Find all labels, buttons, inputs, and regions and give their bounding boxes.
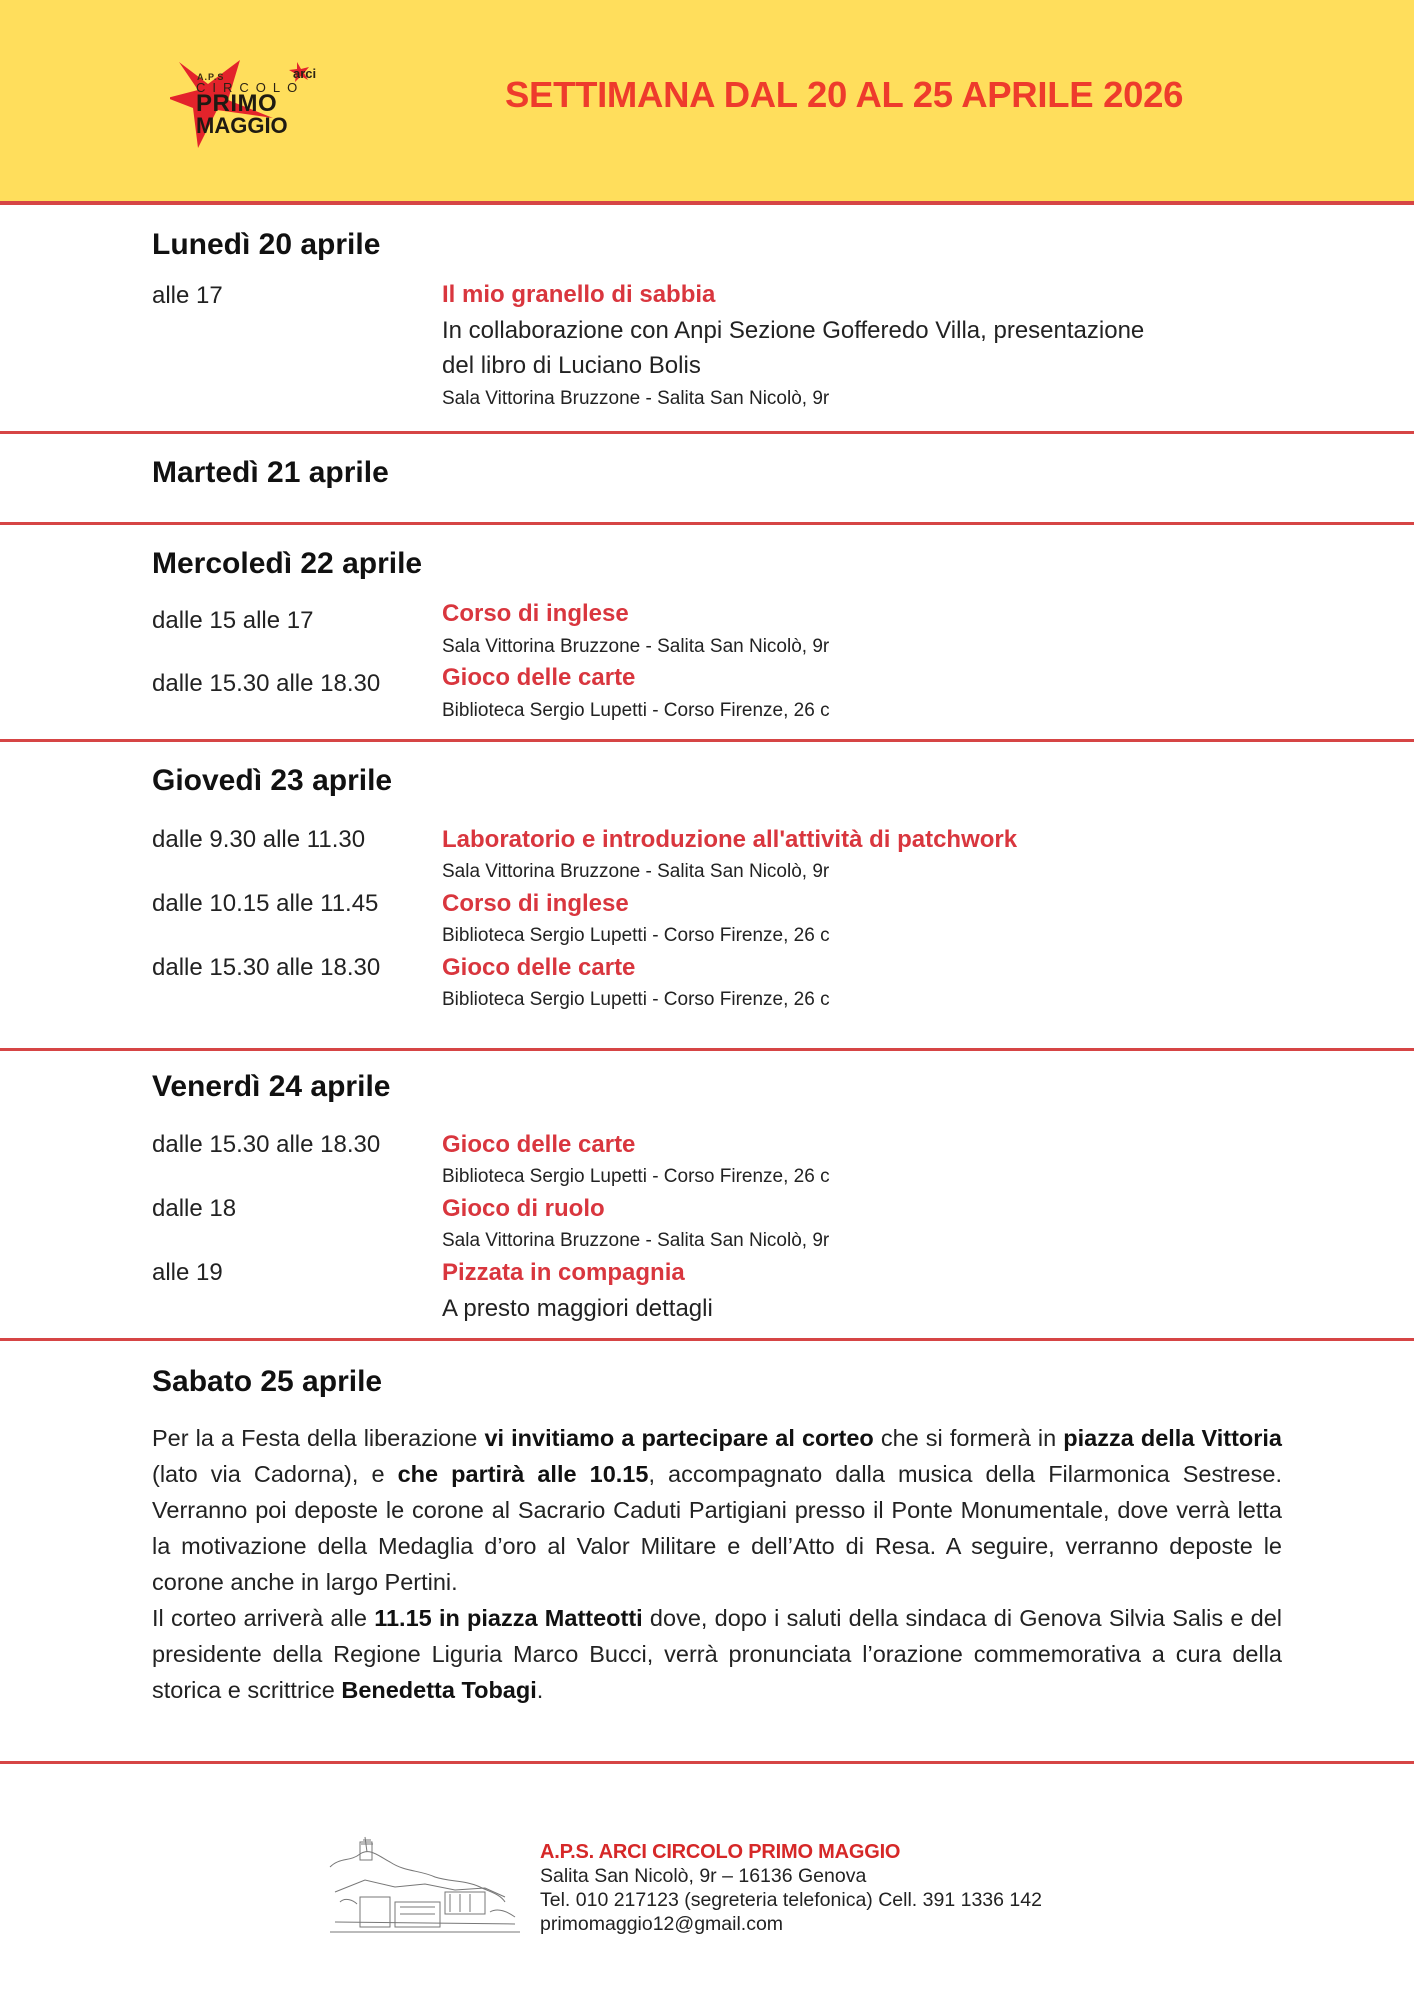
event-time: alle 19: [152, 1259, 223, 1286]
footer-org-name: A.P.S. ARCI CIRCOLO PRIMO MAGGIO: [540, 1841, 901, 1863]
event-time: dalle 15.30 alle 18.30: [152, 670, 381, 697]
bold-text: vi invitiamo a partecipare al corteo: [484, 1425, 874, 1451]
bold-text: piazza della Vittoria: [1063, 1425, 1282, 1451]
event-time: dalle 15.30 alle 18.30: [152, 954, 381, 981]
text: Per la a Festa della liberazione: [152, 1425, 485, 1451]
day-heading: Lunedì 20 aprile: [152, 228, 381, 261]
footer-address: Salita San Nicolò, 9r – 16136 Genova: [540, 1865, 867, 1887]
bold-text: 11.15 in piazza Matteotti: [374, 1605, 643, 1631]
event-venue: Biblioteca Sergio Lupetti - Corso Firenze, 26 c: [442, 700, 830, 721]
section-divider: [0, 1338, 1414, 1341]
event-title: Corso di inglese: [442, 890, 629, 917]
text: (lato via Cadorna), e: [152, 1461, 398, 1487]
event-title: Pizzata in compagnia: [442, 1259, 685, 1286]
event-time: dalle 15.30 alle 18.30: [152, 1131, 381, 1158]
day-heading: Venerdì 24 aprile: [152, 1070, 391, 1103]
paragraph-arrivo: [152, 1600, 1282, 1708]
event-venue: Sala Vittorina Bruzzone - Salita San Nicolò, 9r: [442, 388, 830, 409]
day-heading: Mercoledì 22 aprile: [152, 547, 423, 580]
section-divider: [0, 522, 1414, 525]
footer-phones: Tel. 010 217123 (segreteria telefonica) Cell. 391 1336 142: [540, 1889, 1042, 1911]
section-divider: [0, 431, 1414, 434]
event-title: Gioco di ruolo: [442, 1195, 605, 1222]
text: dove, dopo i saluti della sindaca di Genova Silvia Salis e del presidente della Regione Liguria Marco Bucci, verrà pronunciata l’orazione commemorativa a cura della storica e scrittrice: [152, 1605, 1283, 1703]
event-title: Corso di inglese: [442, 600, 629, 627]
event-title: Gioco delle carte: [442, 954, 636, 981]
event-venue: Sala Vittorina Bruzzone - Salita San Nicolò, 9r: [442, 861, 830, 882]
day-heading: Martedì 21 aprile: [152, 456, 389, 489]
logo-arci-text: arci: [293, 66, 317, 81]
logo-circolo-text: CIRCOLO: [196, 80, 305, 95]
day-heading: Sabato 25 aprile: [152, 1365, 383, 1398]
section-divider: [0, 1048, 1414, 1051]
circolo-primo-maggio-logo: [170, 56, 320, 148]
event-venue: Sala Vittorina Bruzzone - Salita San Nicolò, 9r: [442, 1230, 830, 1251]
genova-sketch-illustration: [325, 1832, 525, 1942]
footer-email-link[interactable]: primomaggio12@gmail.com: [540, 1913, 784, 1935]
header-divider: [0, 201, 1414, 205]
logo-maggio-text: MAGGIO: [196, 113, 288, 138]
liberation-day-text: [152, 1420, 1282, 1708]
page-title: SETTIMANA DAL 20 AL 25 APRILE 2026: [505, 74, 1184, 115]
event-venue: Biblioteca Sergio Lupetti - Corso Firenze, 26 c: [442, 1166, 830, 1187]
section-divider: [0, 1761, 1414, 1764]
event-time: alle 17: [152, 282, 223, 309]
text: , accompagnato dalla musica della Filarmonica Sestrese. Verranno poi deposte le corone al Sacrario Caduti Partigiani presso il Ponte Monumentale, dove verrà letta la motivazione della Medaglia d’oro al Valor Militare e dell’Atto di Resa. A seguire, verranno deposte le corone anche in largo Pertini.: [152, 1461, 1282, 1595]
event-venue: Biblioteca Sergio Lupetti - Corso Firenze, 26 c: [442, 989, 830, 1010]
section-divider: [0, 739, 1414, 742]
text: che si formerà in: [873, 1425, 1064, 1451]
event-description: A presto maggiori dettagli: [442, 1295, 713, 1322]
event-title: Il mio granello di sabbia: [442, 281, 716, 308]
event-description: del libro di Luciano Bolis: [442, 352, 701, 379]
text: .: [536, 1677, 544, 1703]
logo-aps-text: A.P.S: [197, 72, 225, 82]
event-venue: Sala Vittorina Bruzzone - Salita San Nicolò, 9r: [442, 636, 830, 657]
footer-contacts: [540, 1840, 1042, 1936]
event-time: dalle 9.30 alle 11.30: [152, 826, 366, 853]
event-venue: Biblioteca Sergio Lupetti - Corso Firenze, 26 c: [442, 925, 830, 946]
text: Il corteo arriverà alle: [152, 1605, 375, 1631]
header-banner: [0, 0, 1414, 201]
event-title: Gioco delle carte: [442, 664, 636, 691]
logo-primo-text: PRIMO: [196, 90, 278, 117]
event-time: dalle 15 alle 17: [152, 607, 314, 634]
event-title: Gioco delle carte: [442, 1131, 636, 1158]
bold-text: che partirà alle 10.15: [397, 1461, 649, 1487]
event-time: dalle 18: [152, 1195, 237, 1222]
event-description: In collaborazione con Anpi Sezione Gofferedo Villa, presentazione: [442, 317, 1145, 344]
event-title: Laboratorio e introduzione all'attività di patchwork: [442, 826, 1018, 853]
event-time: dalle 10.15 alle 11.45: [152, 890, 379, 917]
day-heading: Giovedì 23 aprile: [152, 764, 393, 797]
bold-text: Benedetta Tobagi: [341, 1677, 537, 1703]
paragraph-corteo: [152, 1420, 1282, 1600]
